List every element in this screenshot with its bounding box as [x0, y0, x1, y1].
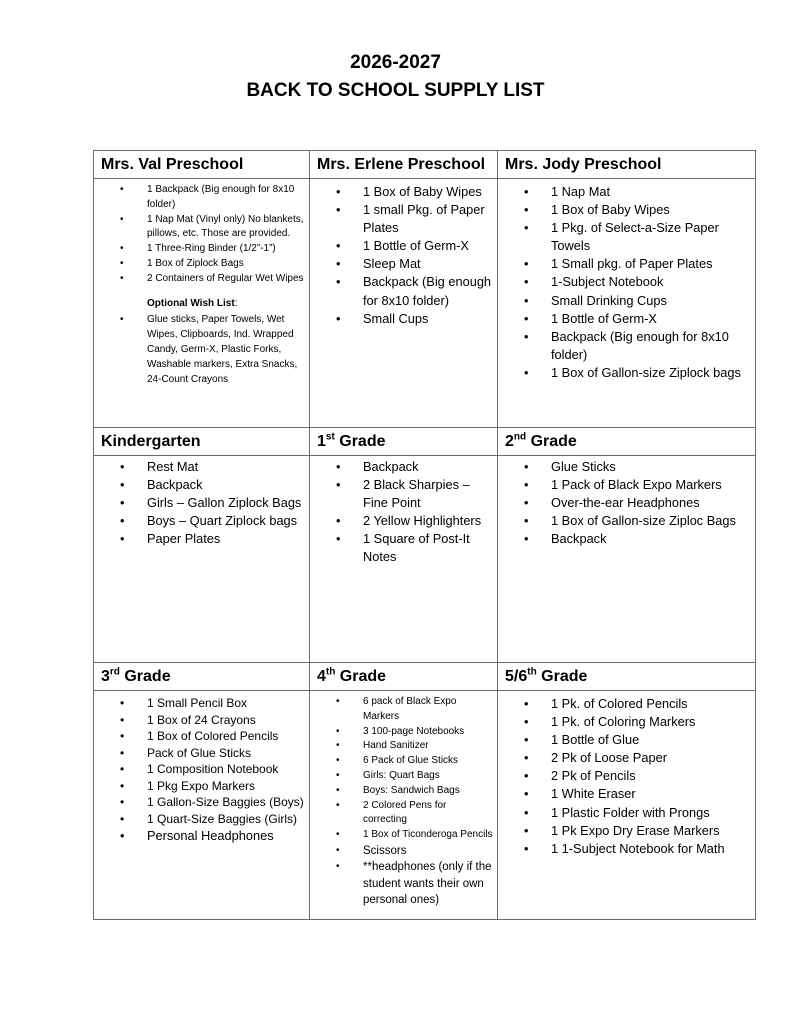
- bullet-icon: •: [524, 786, 529, 802]
- list-item: [94, 458, 309, 476]
- list-item: [310, 310, 497, 328]
- list-item: [94, 794, 309, 811]
- list-item-text: 1 Pk. of Coloring Markers: [551, 714, 696, 730]
- list-item-text: 1 small Pkg. of Paper Plates: [363, 202, 485, 236]
- bullet-icon: •: [120, 314, 124, 326]
- list-item: [94, 761, 309, 778]
- list-grade-2: [498, 456, 755, 548]
- list-item-text: Over-the-ear Headphones: [551, 495, 700, 511]
- list-item: [498, 310, 755, 328]
- list-item-text: 1 Backpack (Big enough for 8x10 folder): [147, 184, 295, 210]
- cell-grade56-list: [498, 691, 756, 920]
- cell-grade2-list: [498, 456, 756, 663]
- bullet-icon: •: [336, 844, 340, 856]
- list-item: [498, 749, 755, 767]
- list-item-text: 1 Three-Ring Binder (1/2”-1”): [147, 243, 276, 255]
- bullet-icon: •: [336, 725, 340, 737]
- list-item: [310, 739, 497, 754]
- bullet-icon: •: [524, 184, 529, 199]
- list-item-text: 2 Pk of Loose Paper: [551, 750, 667, 766]
- bullet-icon: •: [336, 238, 341, 254]
- cell-header-erlene: [310, 151, 498, 179]
- list-item: [94, 494, 309, 512]
- list-grade-1: [310, 456, 497, 567]
- list-item: [310, 458, 497, 476]
- bullet-icon: •: [120, 712, 125, 727]
- page-title: BACK TO SCHOOL SUPPLY LIST: [246, 80, 545, 101]
- list-item: [498, 530, 755, 548]
- list-item: [310, 828, 497, 843]
- list-kindergarten: [94, 456, 309, 548]
- wish-list-heading: [94, 287, 309, 312]
- list-item-text: Personal Headphones: [147, 828, 274, 843]
- bullet-icon: •: [120, 477, 125, 493]
- list-item-text: 1 Bottle of Germ-X: [363, 238, 469, 254]
- list-item: [498, 364, 755, 382]
- list-item: [498, 183, 755, 201]
- bullet-icon: •: [336, 740, 340, 752]
- list-item-text: **headphones (only if the student wants their own personal ones): [363, 861, 492, 907]
- list-item: [498, 767, 755, 785]
- list-item: [310, 859, 497, 909]
- bullet-icon: •: [336, 531, 341, 547]
- list-item: [498, 328, 755, 364]
- list-item-text: 1 Small Pencil Box: [147, 696, 248, 710]
- list-item: [94, 530, 309, 548]
- cell-header-val: [94, 151, 310, 179]
- list-item: [498, 785, 755, 803]
- bullet-icon: •: [524, 840, 529, 856]
- list-item-text: 1 White Eraser: [551, 786, 636, 802]
- cell-header-grade1: [310, 428, 498, 456]
- list-item-text: 1 Box of Ticonderoga Pencils: [363, 829, 493, 841]
- list-item-text: 1 Bottle of Glue: [551, 732, 640, 748]
- bullet-icon: •: [524, 822, 529, 838]
- bullet-icon: •: [336, 799, 340, 811]
- list-item: [94, 512, 309, 530]
- list-item-text: 1-Subject Notebook: [551, 274, 664, 290]
- list-item-text: Glue sticks, Paper Towels, Wet Wipes, Clipboards, Ind. Wrapped Candy, Germ-X, Plastic Forks, Washable markers, Extra Snacks, 24-Count Crayons: [147, 314, 298, 385]
- list-item-text: 1 Composition Notebook: [147, 762, 279, 776]
- list-item: [94, 183, 309, 213]
- list-wish: [94, 311, 309, 387]
- list-item-text: 3 100-page Notebooks: [363, 725, 465, 737]
- list-item-text: Backpack: [147, 477, 203, 493]
- list-item: [94, 728, 309, 745]
- heading-grade-3-num: 3: [101, 668, 110, 685]
- list-item-text: Small Drinking Cups: [551, 292, 667, 308]
- bullet-icon: •: [524, 459, 529, 474]
- list-item-text: 2 Black Sharpies – Fine Point: [363, 477, 470, 511]
- list-item: [498, 713, 755, 731]
- list-item: [310, 237, 497, 255]
- bullet-icon: •: [120, 495, 125, 511]
- list-item-text: 1 Pack of Black Expo Markers: [551, 477, 722, 493]
- list-item-text: 1 Pkg. of Select-a-Size Paper Towels: [551, 220, 719, 254]
- list-item: [310, 754, 497, 769]
- heading-grade-4-num: 4: [317, 668, 326, 685]
- bullet-icon: •: [524, 714, 529, 730]
- list-item: [310, 769, 497, 784]
- bullet-icon: •: [120, 213, 124, 225]
- bullet-icon: •: [336, 459, 341, 474]
- heading-jody-preschool: Mrs. Jody Preschool: [505, 156, 662, 173]
- list-item-text: Backpack (Big enough for 8x10 folder): [551, 328, 729, 362]
- list-item: [498, 219, 755, 255]
- bullet-icon: •: [120, 272, 124, 284]
- list-item: [310, 530, 497, 566]
- bullet-icon: •: [336, 202, 341, 218]
- cell-header-jody: [498, 151, 756, 179]
- list-item-text: 1 Box of Ziplock Bags: [147, 257, 244, 269]
- list-item: [94, 745, 309, 762]
- bullet-icon: •: [524, 768, 529, 784]
- list-item-text: 1 Box of Baby Wipes: [363, 184, 482, 199]
- heading-erlene-preschool: Mrs. Erlene Preschool: [317, 156, 486, 173]
- bullet-icon: •: [120, 745, 125, 760]
- list-item-text: 1 Box of Gallon-size Ziplock bags: [551, 364, 741, 380]
- bullet-icon: •: [120, 778, 125, 793]
- list-item-text: 6 pack of Black Expo Markers: [363, 696, 457, 722]
- list-item-text: Pack of Glue Sticks: [147, 745, 252, 760]
- bullet-icon: •: [524, 310, 529, 326]
- bullet-icon: •: [120, 696, 125, 710]
- list-item: [94, 811, 309, 828]
- bullet-icon: •: [336, 784, 340, 796]
- list-item-text: Girls: Quart Bags: [363, 769, 440, 781]
- cell-header-kindergarten: [94, 428, 310, 456]
- bullet-icon: •: [336, 861, 340, 873]
- cell-header-grade4: [310, 663, 498, 691]
- list-item: [94, 272, 309, 287]
- list-item-text: 2 Colored Pens for correcting: [363, 799, 447, 826]
- list-item-text: Backpack (Big enough for 8x10 folder): [363, 274, 492, 308]
- bullet-icon: •: [120, 795, 125, 809]
- page-year: 2026-2027: [350, 52, 441, 73]
- list-item: [498, 695, 755, 713]
- wish-list-colon: :: [234, 297, 238, 309]
- heading-grade-2-sup: nd: [513, 431, 527, 443]
- bullet-icon: •: [120, 184, 124, 195]
- list-item: [498, 731, 755, 749]
- bullet-icon: •: [120, 531, 125, 547]
- heading-val-preschool: Mrs. Val Preschool: [101, 156, 244, 173]
- bullet-icon: •: [524, 531, 529, 547]
- heading-grade-2-rest: Grade: [526, 433, 577, 450]
- cell-header-grade56: [498, 663, 756, 691]
- list-item: [94, 313, 309, 387]
- list-item: [94, 695, 309, 712]
- list-item: [498, 201, 755, 219]
- bullet-icon: •: [120, 513, 125, 529]
- bullet-icon: •: [336, 755, 340, 767]
- heading-grade-5-6-rest: Grade: [536, 668, 588, 685]
- list-item-text: Rest Mat: [147, 459, 199, 474]
- heading-kindergarten: Kindergarten: [101, 433, 201, 450]
- bullet-icon: •: [120, 729, 125, 743]
- list-item-text: 1 Box of Baby Wipes: [551, 202, 670, 218]
- list-item-text: Backpack: [363, 459, 419, 474]
- heading-grade-4: [310, 663, 497, 690]
- list-grade-5-6: [498, 691, 755, 858]
- list-item: [94, 257, 309, 272]
- list-item: [498, 458, 755, 476]
- list-val: [94, 179, 309, 287]
- list-item: [94, 778, 309, 795]
- list-item-text: Sleep Mat: [363, 256, 421, 272]
- bullet-icon: •: [524, 256, 529, 272]
- list-item-text: 1 Gallon-Size Baggies (Boys): [147, 795, 304, 809]
- list-item: [498, 255, 755, 273]
- heading-grade-4-sup: th: [325, 666, 336, 678]
- cell-grade4-list: [310, 691, 498, 920]
- heading-grade-1-rest: Grade: [334, 433, 386, 450]
- list-item-text: Boys: Sandwich Bags: [363, 784, 460, 796]
- heading-grade-3-sup: rd: [109, 666, 120, 678]
- heading-grade-3: [94, 663, 309, 690]
- list-item-text: 1 1-Subject Notebook for Math: [551, 840, 725, 856]
- bullet-icon: •: [524, 804, 529, 820]
- list-item: [310, 476, 497, 512]
- list-item-text: Small Cups: [363, 310, 429, 326]
- list-item-text: Girls – Gallon Ziplock Bags: [147, 495, 302, 511]
- supply-table: [93, 150, 756, 920]
- list-item-text: 1 Bottle of Germ-X: [551, 310, 657, 326]
- list-item-text: 2 Containers of Regular Wet Wipes: [147, 272, 304, 284]
- list-grade-3: [94, 691, 309, 845]
- list-item: [310, 725, 497, 740]
- heading-grade-3-rest: Grade: [119, 668, 171, 685]
- list-item: [310, 784, 497, 799]
- bullet-icon: •: [336, 696, 340, 707]
- list-item: [498, 512, 755, 530]
- list-item: [94, 712, 309, 729]
- wish-list-heading-text: Optional Wish List: [147, 297, 235, 309]
- list-item-text: 1 Pk Expo Dry Erase Markers: [551, 822, 720, 838]
- list-item: [94, 242, 309, 257]
- list-item-text: Scissors: [363, 844, 407, 857]
- list-item-text: 1 Box of 24 Crayons: [147, 712, 256, 727]
- list-item-text: 1 Nap Mat: [551, 184, 611, 199]
- list-item-text: Glue Sticks: [551, 459, 616, 474]
- list-item: [94, 476, 309, 494]
- heading-grade-4-rest: Grade: [335, 668, 387, 685]
- list-grade-4: [310, 691, 497, 909]
- cell-val-list: [94, 179, 310, 428]
- list-item: [498, 840, 755, 858]
- list-item-text: 2 Pk of Pencils: [551, 768, 636, 784]
- list-item: [498, 822, 755, 840]
- list-item: [498, 494, 755, 512]
- cell-grade3-list: [94, 691, 310, 920]
- bullet-icon: •: [120, 257, 124, 269]
- list-item-text: 1 Nap Mat (Vinyl only) No blankets, pillows, etc. Those are provided.: [147, 213, 304, 240]
- list-item: [310, 799, 497, 829]
- heading-grade-5-6: [498, 663, 755, 690]
- bullet-icon: •: [120, 762, 125, 776]
- bullet-icon: •: [336, 829, 340, 841]
- list-item-text: 1 Box of Gallon-size Ziploc Bags: [551, 513, 736, 529]
- bullet-icon: •: [336, 769, 340, 781]
- list-item-text: 1 Pk. of Colored Pencils: [551, 696, 688, 711]
- bullet-icon: •: [524, 292, 529, 308]
- bullet-icon: •: [120, 459, 125, 474]
- bullet-icon: •: [336, 513, 341, 529]
- list-item-text: 1 Square of Post-It Notes: [363, 531, 470, 565]
- heading-grade-1: [310, 428, 497, 455]
- cell-kindergarten-list: [94, 456, 310, 663]
- list-item-text: Backpack: [551, 531, 607, 547]
- list-item-text: Paper Plates: [147, 531, 221, 547]
- list-item-text: 6 Pack of Glue Sticks: [363, 755, 459, 767]
- list-item-text: 1 Box of Colored Pencils: [147, 729, 279, 743]
- list-item-text: 1 Plastic Folder with Prongs: [551, 804, 710, 820]
- list-item: [310, 255, 497, 273]
- list-item: [498, 292, 755, 310]
- list-item: [310, 512, 497, 530]
- bullet-icon: •: [524, 220, 529, 236]
- list-erlene: [310, 179, 497, 328]
- bullet-icon: •: [524, 750, 529, 766]
- bullet-icon: •: [120, 811, 125, 826]
- bullet-icon: •: [524, 732, 529, 748]
- list-item: [310, 183, 497, 201]
- heading-grade-2: [498, 428, 755, 455]
- heading-grade-1-num: 1: [317, 433, 326, 450]
- bullet-icon: •: [336, 477, 341, 493]
- bullet-icon: •: [524, 274, 529, 290]
- list-jody: [498, 179, 755, 382]
- cell-header-grade2: [498, 428, 756, 456]
- list-item-text: 1 Quart-Size Baggies (Girls): [147, 811, 298, 826]
- list-item: [310, 695, 497, 725]
- bullet-icon: •: [524, 202, 529, 218]
- list-item: [498, 804, 755, 822]
- list-item: [310, 201, 497, 237]
- bullet-icon: •: [120, 828, 125, 843]
- bullet-icon: •: [524, 364, 529, 380]
- heading-grade-5-6-num: 5/6: [505, 668, 528, 685]
- cell-erlene-list: [310, 179, 498, 428]
- list-item-text: 1 Pkg Expo Markers: [147, 778, 256, 793]
- list-item-text: Hand Sanitizer: [363, 740, 429, 752]
- heading-grade-5-6-sup: th: [527, 666, 537, 678]
- bullet-icon: •: [336, 274, 341, 290]
- bullet-icon: •: [524, 495, 529, 511]
- heading-grade-2-num: 2: [505, 433, 514, 450]
- list-item-text: Boys – Quart Ziplock bags: [147, 513, 298, 529]
- list-item-text: 1 Small pkg. of Paper Plates: [551, 256, 713, 272]
- bullet-icon: •: [524, 513, 529, 529]
- list-item: [94, 827, 309, 845]
- list-item: [498, 476, 755, 494]
- list-item: [94, 213, 309, 243]
- bullet-icon: •: [336, 310, 341, 326]
- bullet-icon: •: [524, 477, 529, 493]
- list-item: [310, 843, 497, 860]
- list-item: [498, 273, 755, 291]
- bullet-icon: •: [336, 256, 341, 272]
- bullet-icon: •: [120, 243, 124, 255]
- bullet-icon: •: [524, 696, 529, 711]
- heading-grade-1-sup: st: [325, 431, 335, 443]
- list-item-text: 2 Yellow Highlighters: [363, 513, 482, 529]
- cell-grade1-list: [310, 456, 498, 663]
- bullet-icon: •: [524, 328, 529, 344]
- bullet-icon: •: [336, 184, 341, 199]
- cell-jody-list: [498, 179, 756, 428]
- list-item: [310, 273, 497, 309]
- cell-header-grade3: [94, 663, 310, 691]
